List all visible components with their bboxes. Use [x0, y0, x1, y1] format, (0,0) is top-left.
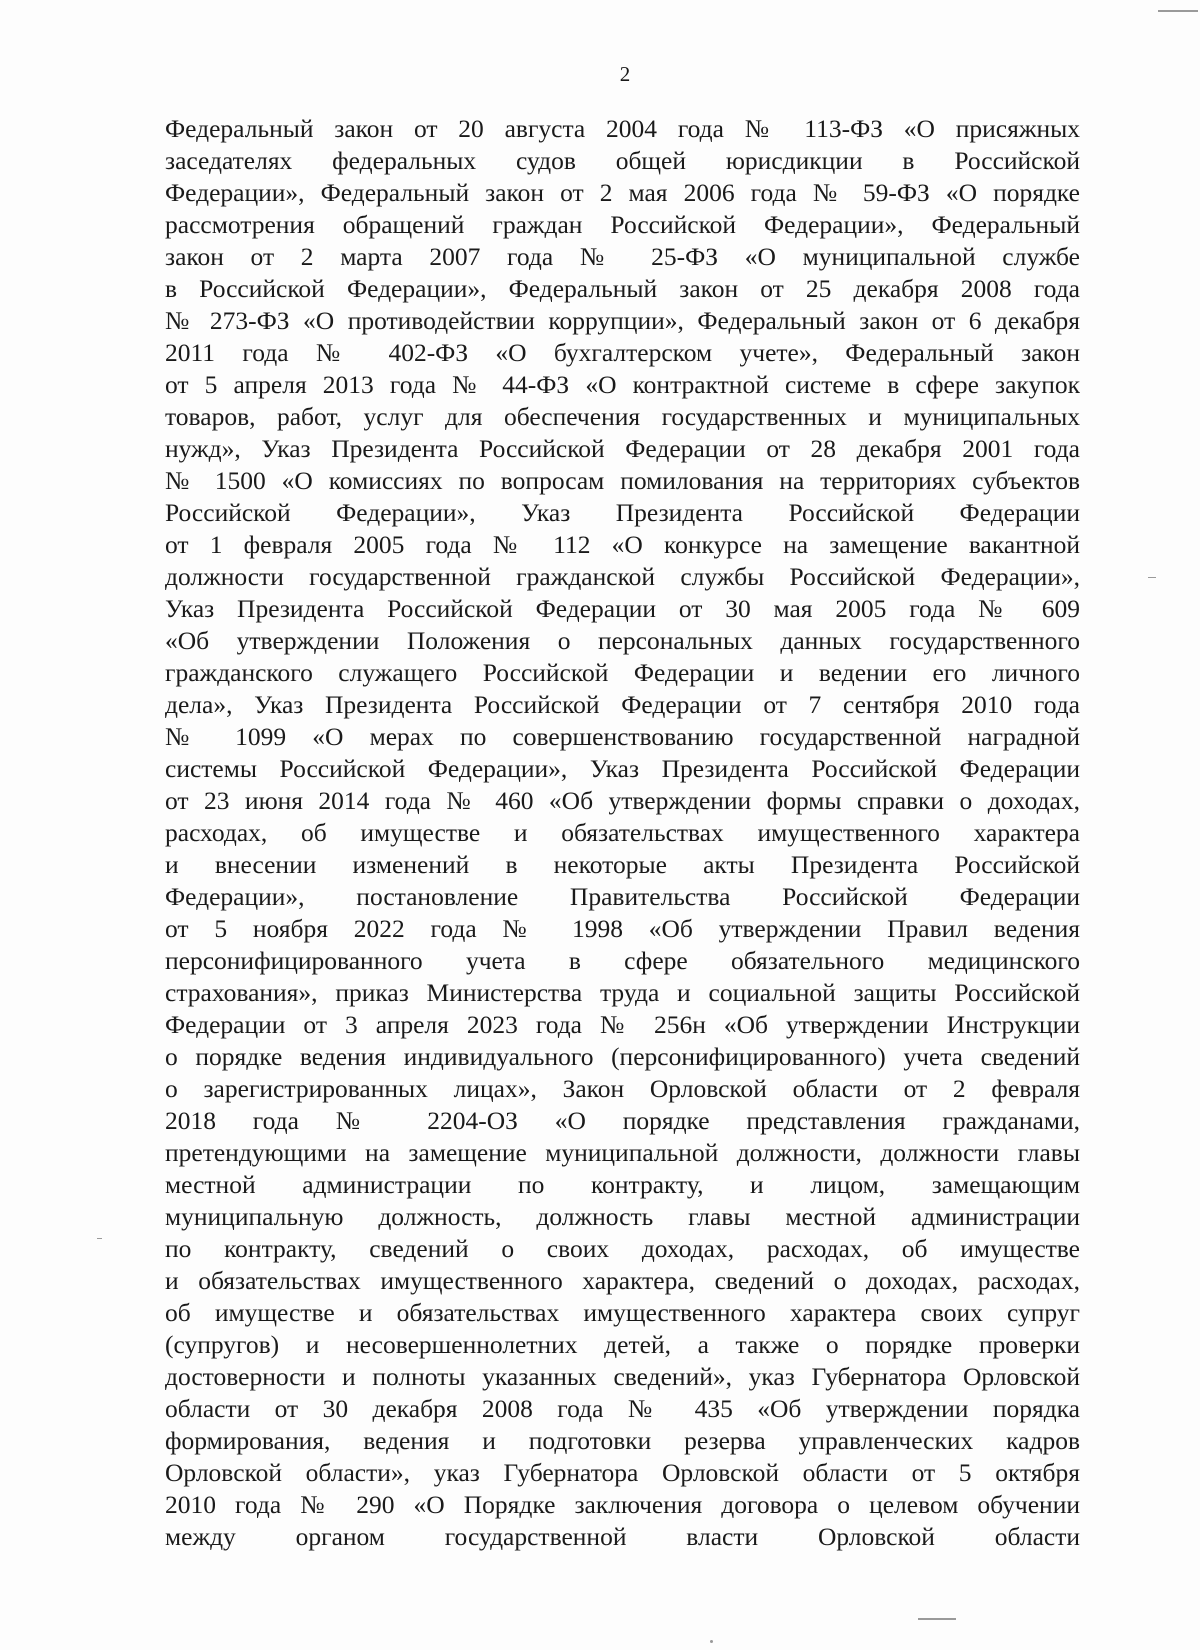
text-line: № 1500 «О комиссиях по вопросам помилования на территориях субъектов — [165, 466, 1080, 495]
text-line: (супругов) и несовершеннолетних детей, а также о порядке проверки — [165, 1330, 1080, 1359]
scan-artifact-mark — [918, 1618, 956, 1620]
text-line: системы Российской Федерации», Указ Президента Российской Федерации — [165, 754, 1080, 783]
text-line: о порядке ведения индивидуального (персонифицированного) учета сведений — [165, 1042, 1080, 1071]
text-line: Федеральный закон от 20 августа 2004 года № 113-ФЗ «О присяжных — [165, 114, 1080, 143]
text-line: нужд», Указ Президента Российской Федерации от 28 декабря 2001 года — [165, 434, 1080, 463]
text-line: от 23 июня 2014 года № 460 «Об утверждении формы справки о доходах, — [165, 786, 1080, 815]
text-line: Федерации от 3 апреля 2023 года № 256н «Об утверждении Инструкции — [165, 1010, 1080, 1039]
text-line: «Об утверждении Положения о персональных данных государственного — [165, 626, 1080, 655]
text-line: Федерации», Федеральный закон от 2 мая 2006 года № 59-ФЗ «О порядке — [165, 178, 1080, 207]
text-line: по контракту, сведений о своих доходах, расходах, об имуществе — [165, 1234, 1080, 1263]
text-line: 2018 года № 2204-ОЗ «О порядке представления гражданами, — [165, 1106, 1080, 1135]
text-line: претендующими на замещение муниципальной должности, должности главы — [165, 1138, 1080, 1167]
text-line: и внесении изменений в некоторые акты Президента Российской — [165, 850, 1080, 879]
text-line: № 1099 «О мерах по совершенствованию государственной наградной — [165, 722, 1080, 751]
text-line: от 5 апреля 2013 года № 44-ФЗ «О контрактной системе в сфере закупок — [165, 370, 1080, 399]
text-line: об имуществе и обязательствах имущественного характера своих супруг — [165, 1298, 1080, 1327]
text-line: заседателях федеральных судов общей юрисдикции в Российской — [165, 146, 1080, 175]
text-line: 2011 года № 402-ФЗ «О бухгалтерском учете», Федеральный закон — [165, 338, 1080, 367]
text-line: достоверности и полноты указанных сведений», указ Губернатора Орловской — [165, 1362, 1080, 1391]
text-line: расходах, об имуществе и обязательствах имущественного характера — [165, 818, 1080, 847]
text-line: 2010 года № 290 «О Порядке заключения договора о целевом обучении — [165, 1490, 1080, 1519]
text-line: № 273-ФЗ «О противодействии коррупции», Федеральный закон от 6 декабря — [165, 306, 1080, 335]
text-line: местной администрации по контракту, и лицом, замещающим — [165, 1170, 1080, 1199]
scan-artifact-mark — [1158, 10, 1198, 12]
text-line: от 1 февраля 2005 года № 112 «О конкурсе на замещение вакантной — [165, 530, 1080, 559]
scan-artifact-mark — [1148, 577, 1156, 578]
text-line: между органом государственной власти Орловской области — [165, 1522, 1080, 1551]
text-line: и обязательствах имущественного характера, сведений о доходах, расходах, — [165, 1266, 1080, 1295]
text-line: муниципальную должность, должность главы местной администрации — [165, 1202, 1080, 1231]
text-line: Федерации», постановление Правительства Российской Федерации — [165, 882, 1080, 911]
text-line: персонифицированного учета в сфере обязательного медицинского — [165, 946, 1080, 975]
text-line: формирования, ведения и подготовки резерва управленческих кадров — [165, 1426, 1080, 1455]
text-line: в Российской Федерации», Федеральный закон от 25 декабря 2008 года — [165, 274, 1080, 303]
page-number: 2 — [619, 62, 631, 86]
body-text — [165, 113, 1080, 1553]
text-line: области от 30 декабря 2008 года № 435 «Об утверждении порядка — [165, 1394, 1080, 1423]
text-line: дела», Указ Президента Российской Федерации от 7 сентября 2010 года — [165, 690, 1080, 719]
text-line: гражданского служащего Российской Федерации и ведении его личного — [165, 658, 1080, 687]
text-line: от 5 ноября 2022 года № 1998 «Об утверждении Правил ведения — [165, 914, 1080, 943]
text-line: о зарегистрированных лицах», Закон Орловской области от 2 февраля — [165, 1074, 1080, 1103]
text-line: рассмотрения обращений граждан Российской Федерации», Федеральный — [165, 210, 1080, 239]
text-line: Указ Президента Российской Федерации от 30 мая 2005 года № 609 — [165, 594, 1080, 623]
text-line: товаров, работ, услуг для обеспечения государственных и муниципальных — [165, 402, 1080, 431]
scan-artifact-mark — [710, 1640, 713, 1643]
text-line: страхования», приказ Министерства труда и социальной защиты Российской — [165, 978, 1080, 1007]
scan-artifact-mark — [97, 1238, 102, 1239]
text-line: Орловской области», указ Губернатора Орловской области от 5 октября — [165, 1458, 1080, 1487]
text-line: должности государственной гражданской службы Российской Федерации», — [165, 562, 1080, 591]
text-line: закон от 2 марта 2007 года № 25-ФЗ «О муниципальной службе — [165, 242, 1080, 271]
text-line: Российской Федерации», Указ Президента Российской Федерации — [165, 498, 1080, 527]
